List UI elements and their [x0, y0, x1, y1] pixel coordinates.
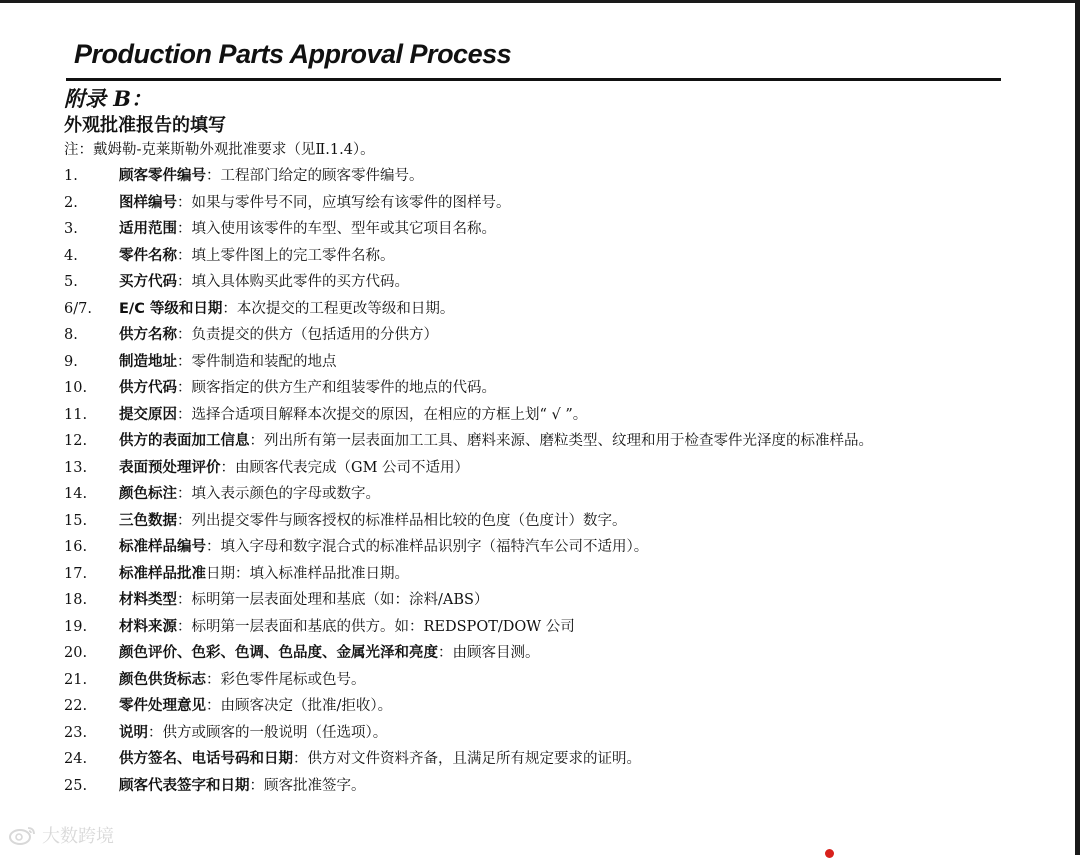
item-label: 表面预处理评价	[119, 459, 221, 476]
item-label: E/C 等级和日期	[119, 300, 223, 317]
item-description: ：顾客批准签字。	[249, 777, 366, 794]
list-item	[64, 508, 1024, 535]
red-dot-marker	[825, 849, 834, 858]
item-number: 13.	[64, 459, 88, 476]
item-number: 8.	[64, 327, 78, 343]
item-description: ：选择合适项目解释本次提交的原因，在相应的方框上划“ √ ”。	[177, 406, 588, 423]
item-number: 1.	[64, 168, 78, 184]
item-label: 零件处理意见	[119, 698, 206, 714]
list-item	[64, 428, 1024, 455]
list-item	[64, 190, 1024, 217]
list-item	[64, 269, 1024, 296]
item-number: 25.	[64, 777, 88, 794]
item-description: ：顾客指定的供方生产和组装零件的地点的代码。	[177, 380, 496, 396]
item-number: 10.	[64, 380, 88, 396]
item-description: ：列出所有第一层表面加工工具、磨料来源、磨粒类型、纹理和用于检查零件光泽度的标准样品。	[249, 433, 873, 449]
list-item	[64, 720, 1024, 747]
list-item	[64, 455, 1024, 482]
section-title: 外观批准报告的填写	[64, 115, 226, 136]
item-label: 顾客代表签字和日期	[119, 777, 250, 794]
weibo-logo-icon	[8, 825, 38, 845]
item-number: 5.	[64, 274, 78, 290]
item-number: 3.	[64, 221, 78, 237]
item-number: 16.	[64, 539, 88, 555]
list-item	[64, 614, 1024, 641]
list-item	[64, 773, 1024, 800]
item-number: 18.	[64, 592, 88, 608]
item-description: ：负责提交的供方（包括适用的分供方）	[177, 327, 438, 343]
item-number: 9.	[64, 353, 78, 370]
item-number: 12.	[64, 433, 88, 449]
item-number: 6/7.	[64, 300, 92, 317]
item-label: 说明	[119, 724, 148, 741]
note-text: 注：戴姆勒-克莱斯勒外观批准要求（见Ⅱ.1.4）。	[64, 142, 375, 158]
item-description: ：列出提交零件与顾客授权的标准样品相比较的色度（色度计）数字。	[177, 512, 627, 529]
list-item	[64, 693, 1024, 720]
item-label: 颜色评价、色彩、色调、色品度、金属光泽和亮度	[119, 645, 438, 661]
list-item	[64, 296, 1024, 323]
list-item	[64, 534, 1024, 561]
list-item	[64, 667, 1024, 694]
item-label: 零件名称	[119, 247, 177, 264]
item-label: 标准样品批准	[119, 565, 206, 582]
watermark-text: 大数跨境	[42, 826, 114, 847]
list-item	[64, 322, 1024, 349]
item-number: 17.	[64, 565, 88, 582]
item-number: 21.	[64, 671, 88, 688]
list-item	[64, 481, 1024, 508]
list-item	[64, 746, 1024, 773]
header-divider	[66, 78, 1001, 81]
item-description: ：由顾客决定（批准/拒收）。	[206, 698, 393, 714]
item-description: ：工程部门给定的顾客零件编号。	[206, 168, 424, 184]
item-description: ：填入具体购买此零件的买方代码。	[177, 274, 409, 290]
item-description: ：填入表示颜色的字母或数字。	[177, 486, 380, 502]
item-label: 颜色标注	[119, 486, 177, 502]
item-label: 提交原因	[119, 406, 177, 423]
item-description: ：填入使用该零件的车型、型年或其它项目名称。	[177, 221, 496, 237]
item-label: 供方代码	[119, 380, 177, 396]
list-item	[64, 561, 1024, 588]
item-description: ：填入字母和数字混合式的标准样品识别字（福特汽车公司不适用）。	[206, 539, 649, 555]
item-number: 4.	[64, 247, 78, 264]
item-description: ：彩色零件尾标或色号。	[206, 671, 366, 688]
instruction-list	[64, 163, 1024, 799]
appendix-label: 附录 B：	[64, 86, 153, 111]
list-item	[64, 163, 1024, 190]
item-label: 颜色供货标志	[119, 671, 206, 688]
item-label: 供方签名、电话号码和日期	[119, 751, 293, 767]
list-item	[64, 640, 1024, 667]
item-label: 买方代码	[119, 274, 177, 290]
item-number: 22.	[64, 698, 88, 714]
item-description: ：标明第一层表面处理和基底（如：涂料/ABS）	[177, 592, 489, 608]
item-description: 日期：填入标准样品批准日期。	[206, 565, 409, 582]
list-item	[64, 375, 1024, 402]
item-label: 标准样品编号	[119, 539, 206, 555]
item-description: ：如果与零件号不同，应填写绘有该零件的图样号。	[177, 194, 511, 211]
item-label: 顾客零件编号	[119, 168, 206, 184]
item-label: 图样编号	[119, 194, 177, 211]
item-label: 供方名称	[119, 327, 177, 343]
item-number: 14.	[64, 486, 88, 502]
item-description: ：供方或顾客的一般说明（任选项）。	[148, 724, 388, 741]
list-item	[64, 349, 1024, 376]
list-item	[64, 243, 1024, 270]
item-description: ：由顾客目测。	[438, 645, 540, 661]
list-item	[64, 216, 1024, 243]
item-description: ：标明第一层表面和基底的供方。如：REDSPOT/DOW 公司	[177, 618, 575, 635]
item-label: 材料类型	[119, 592, 177, 608]
item-number: 15.	[64, 512, 88, 529]
item-label: 制造地址	[119, 353, 177, 370]
list-item	[64, 402, 1024, 429]
item-description: ：零件制造和装配的地点	[177, 353, 337, 370]
item-label: 三色数据	[119, 512, 177, 529]
item-number: 20.	[64, 645, 88, 661]
item-number: 23.	[64, 724, 88, 741]
page-header-title: Production Parts Approval Process	[74, 39, 512, 69]
item-number: 24.	[64, 751, 88, 767]
item-label: 供方的表面加工信息	[119, 433, 250, 449]
item-description: ：由顾客代表完成（GM 公司不适用）	[220, 459, 470, 476]
item-number: 2.	[64, 194, 78, 211]
watermark	[8, 822, 114, 848]
item-label: 适用范围	[119, 221, 177, 237]
item-description: ：填上零件图上的完工零件名称。	[177, 247, 395, 264]
item-description: ：本次提交的工程更改等级和日期。	[222, 300, 455, 317]
item-label: 材料来源	[119, 618, 177, 635]
item-number: 19.	[64, 618, 88, 635]
item-description: ：供方对文件资料齐备，且满足所有规定要求的证明。	[293, 751, 641, 767]
list-item	[64, 587, 1024, 614]
item-number: 11.	[64, 406, 88, 423]
